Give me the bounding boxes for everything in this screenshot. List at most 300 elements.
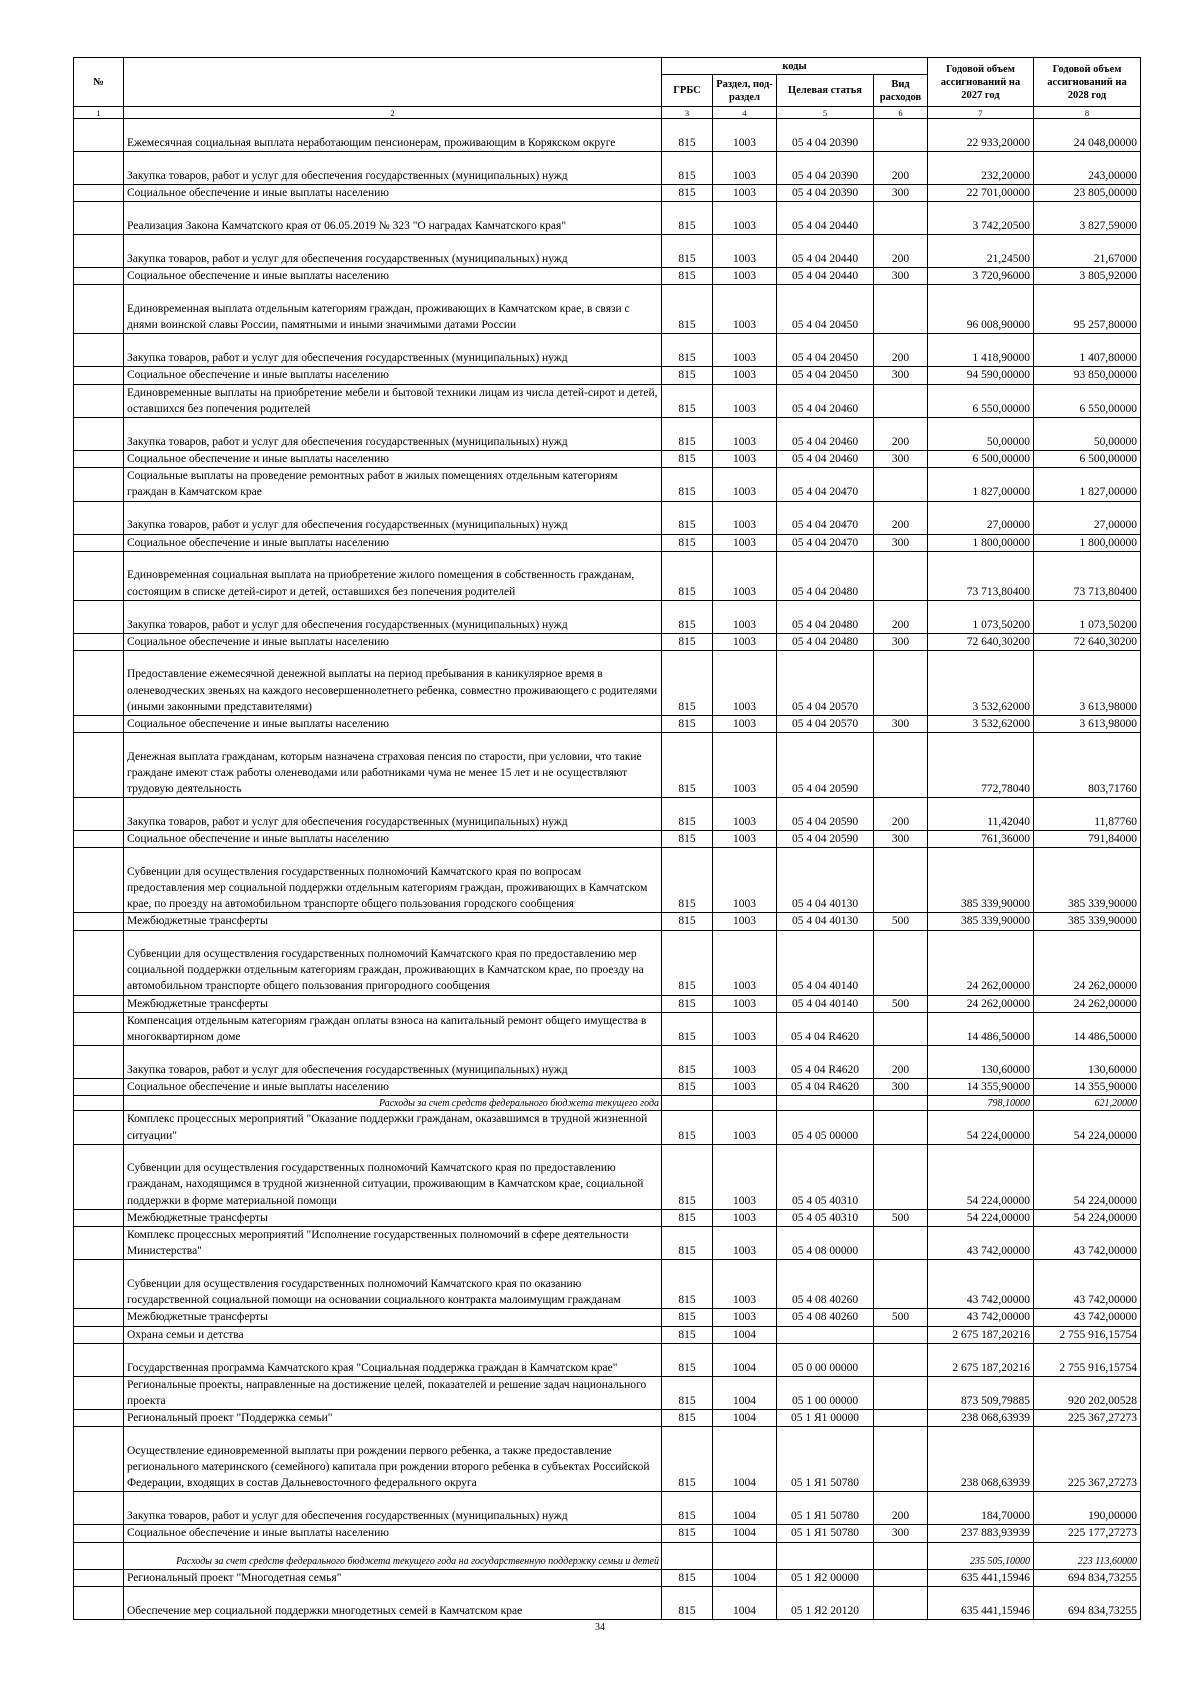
expense-type-cell: 300 (874, 185, 928, 202)
table-row (74, 1525, 1141, 1542)
row-name: Закупка товаров, работ и услуг для обеспечения государственных (муниципальных) нужд (124, 798, 662, 831)
expense-type-cell (874, 733, 928, 798)
target-article-cell: 05 4 05 40310 (777, 1144, 874, 1209)
grbs-cell: 815 (662, 1410, 713, 1427)
amount-2028-cell: 621,20000 (1034, 1096, 1141, 1111)
expense-type-cell (874, 1542, 928, 1569)
col-number: 6 (874, 107, 928, 119)
expense-type-cell: 200 (874, 418, 928, 451)
grbs-cell: 815 (662, 152, 713, 185)
amount-2028-cell: 14 486,50000 (1034, 1012, 1141, 1045)
section-cell: 1003 (713, 202, 777, 235)
amount-2028-cell: 243,00000 (1034, 152, 1141, 185)
row-name: Осуществление единовременной выплаты при рождении первого ребенка, а также предоставление регионального материнского (семейного) капитала при рождении второго ребенка в субъектах Российской Федерации, входящих в состав Дальневосточного федерального округа (124, 1427, 662, 1492)
amount-2028-cell: 3 613,98000 (1034, 651, 1141, 716)
row-name: Закупка товаров, работ и услуг для обеспечения государственных (муниципальных) нужд (124, 1492, 662, 1525)
expense-type-cell (874, 384, 928, 417)
table-row (74, 913, 1141, 930)
target-article-cell (777, 1326, 874, 1343)
header-section: Раздел, под-раздел (713, 75, 777, 107)
row-number-cell (74, 930, 124, 995)
amount-2028-cell: 225 367,27273 (1034, 1410, 1141, 1427)
row-number-cell (74, 1227, 124, 1260)
row-name: Комплекс процессных мероприятий "Исполнение государственных полномочий в сфере деятельности Министерства" (124, 1227, 662, 1260)
target-article-cell: 05 4 04 R4620 (777, 1079, 874, 1096)
amount-2027-cell: 43 742,00000 (928, 1309, 1034, 1326)
section-cell: 1003 (713, 418, 777, 451)
target-article-cell: 05 4 08 40260 (777, 1309, 874, 1326)
grbs-cell: 815 (662, 1427, 713, 1492)
row-number-cell (74, 1046, 124, 1079)
row-name: Единовременная социальная выплата на приобретение жилого помещения в собственность гражданам, состоящим в списке детей-сирот и детей, оставшихся без попечения родителей (124, 551, 662, 600)
grbs-cell: 815 (662, 501, 713, 534)
section-cell: 1003 (713, 600, 777, 633)
target-article-cell: 05 4 04 40130 (777, 848, 874, 913)
target-article-cell: 05 4 04 20480 (777, 551, 874, 600)
page-number: 34 (595, 1622, 605, 1633)
row-name: Социальное обеспечение и иные выплаты населению (124, 633, 662, 650)
amount-2028-cell: 43 742,00000 (1034, 1227, 1141, 1260)
row-number-cell (74, 1012, 124, 1045)
row-name: Единовременные выплаты на приобретение мебели и бытовой техники лицам из числа детей-сирот и детей, оставшихся без попечения родителей (124, 384, 662, 417)
row-number-cell (74, 1569, 124, 1586)
row-number-cell (74, 468, 124, 501)
amount-2028-cell: 1 407,80000 (1034, 334, 1141, 367)
grbs-cell: 815 (662, 1209, 713, 1226)
amount-2027-cell: 798,10000 (928, 1096, 1034, 1111)
table-row (74, 384, 1141, 417)
grbs-cell: 815 (662, 384, 713, 417)
table-row (74, 1586, 1141, 1619)
table-row (74, 1227, 1141, 1260)
table-row (74, 501, 1141, 534)
grbs-cell: 815 (662, 451, 713, 468)
amount-2028-cell: 694 834,73255 (1034, 1586, 1141, 1619)
expense-type-cell (874, 1586, 928, 1619)
target-article-cell: 05 4 04 20460 (777, 451, 874, 468)
expense-type-cell (874, 202, 928, 235)
amount-2027-cell: 43 742,00000 (928, 1227, 1034, 1260)
row-number-cell (74, 1410, 124, 1427)
row-name: Обеспечение мер социальной поддержки многодетных семей в Камчатском крае (124, 1586, 662, 1619)
header-2028: Годовой объем ассигнований на 2028 год (1034, 58, 1141, 107)
row-name: Охрана семьи и детства (124, 1326, 662, 1343)
table-row (74, 334, 1141, 367)
amount-2027-cell: 772,78040 (928, 733, 1034, 798)
section-cell: 1003 (713, 1079, 777, 1096)
row-name: Закупка товаров, работ и услуг для обеспечения государственных (муниципальных) нужд (124, 1046, 662, 1079)
row-number-cell (74, 1111, 124, 1144)
table-row (74, 831, 1141, 848)
amount-2027-cell: 22 933,20000 (928, 119, 1034, 152)
table-row (74, 930, 1141, 995)
row-number-cell (74, 1144, 124, 1209)
amount-2027-cell: 6 550,00000 (928, 384, 1034, 417)
amount-2028-cell: 6 500,00000 (1034, 451, 1141, 468)
target-article-cell (777, 1542, 874, 1569)
row-name: Социальное обеспечение и иные выплаты населению (124, 451, 662, 468)
section-cell: 1003 (713, 384, 777, 417)
amount-2028-cell: 6 550,00000 (1034, 384, 1141, 417)
section-cell: 1003 (713, 501, 777, 534)
table-row (74, 1376, 1141, 1409)
amount-2027-cell: 43 742,00000 (928, 1260, 1034, 1309)
amount-2027-cell: 2 675 187,20216 (928, 1343, 1034, 1376)
amount-2028-cell: 803,71760 (1034, 733, 1141, 798)
row-number-cell (74, 1079, 124, 1096)
section-cell: 1003 (713, 334, 777, 367)
row-name: Единовременная выплата отдельным категориям граждан, проживающих в Камчатском крае, в связи с днями воинской славы России, памятными и иными значимыми датами России (124, 285, 662, 334)
expense-type-cell (874, 1144, 928, 1209)
grbs-cell: 815 (662, 418, 713, 451)
row-name: Закупка товаров, работ и услуг для обеспечения государственных (муниципальных) нужд (124, 501, 662, 534)
expense-type-cell (874, 119, 928, 152)
row-number-cell (74, 285, 124, 334)
row-number-cell (74, 418, 124, 451)
expense-type-cell: 200 (874, 235, 928, 268)
table-row (74, 1326, 1141, 1343)
row-name: Социальное обеспечение и иные выплаты населению (124, 367, 662, 384)
row-number-cell (74, 119, 124, 152)
expense-type-cell: 200 (874, 334, 928, 367)
amount-2028-cell: 2 755 916,15754 (1034, 1326, 1141, 1343)
row-name: Межбюджетные трансферты (124, 995, 662, 1012)
row-name: Государственная программа Камчатского края "Социальная поддержка граждан в Камчатском крае" (124, 1343, 662, 1376)
amount-2028-cell: 223 113,60000 (1034, 1542, 1141, 1569)
target-article-cell: 05 4 04 20450 (777, 285, 874, 334)
expense-type-cell (874, 551, 928, 600)
row-name: Предоставление ежемесячной денежной выплаты на период пребывания в каникулярное время в оленеводческих звеньях на каждого несовершеннолетнего ребенка, совместно проживающего с родителями (иными законными представителями) (124, 651, 662, 716)
amount-2028-cell: 24 262,00000 (1034, 930, 1141, 995)
row-number-cell (74, 1586, 124, 1619)
amount-2027-cell: 238 068,63939 (928, 1427, 1034, 1492)
amount-2027-cell: 235 505,10000 (928, 1542, 1034, 1569)
target-article-cell: 05 4 05 40310 (777, 1209, 874, 1226)
amount-2028-cell: 1 827,00000 (1034, 468, 1141, 501)
expense-type-cell: 300 (874, 367, 928, 384)
row-name: Региональный проект "Многодетная семья" (124, 1569, 662, 1586)
section-cell: 1003 (713, 534, 777, 551)
expense-type-cell: 500 (874, 1309, 928, 1326)
grbs-cell: 815 (662, 268, 713, 285)
table-row (74, 651, 1141, 716)
row-number-cell (74, 1376, 124, 1409)
row-number-cell (74, 534, 124, 551)
target-article-cell: 05 4 04 20590 (777, 798, 874, 831)
row-name: Субвенции для осуществления государственных полномочий Камчатского края по оказанию государственной социальной помощи на основании социального контракта малоимущим гражданам (124, 1260, 662, 1309)
section-cell: 1003 (713, 551, 777, 600)
row-number-cell (74, 367, 124, 384)
expense-type-cell (874, 848, 928, 913)
row-number-cell (74, 185, 124, 202)
target-article-cell: 05 4 04 20590 (777, 733, 874, 798)
target-article-cell: 05 4 04 20570 (777, 716, 874, 733)
row-number-cell (74, 848, 124, 913)
row-number-cell (74, 1096, 124, 1111)
table-row (74, 1427, 1141, 1492)
header-grbs: ГРБС (662, 75, 713, 107)
amount-2027-cell: 27,00000 (928, 501, 1034, 534)
table-row (74, 367, 1141, 384)
section-cell: 1004 (713, 1410, 777, 1427)
amount-2027-cell: 54 224,00000 (928, 1111, 1034, 1144)
row-number-cell (74, 1542, 124, 1569)
col-number: 2 (124, 107, 662, 119)
amount-2028-cell: 11,87760 (1034, 798, 1141, 831)
table-row (74, 152, 1141, 185)
target-article-cell: 05 4 04 R4620 (777, 1046, 874, 1079)
row-name: Субвенции для осуществления государственных полномочий Камчатского края по предоставлению гражданам, находящимся в трудной жизненной ситуации, проживающим в Камчатском крае, социальной поддержки в форме материальной помощи (124, 1144, 662, 1209)
amount-2027-cell: 14 355,90000 (928, 1079, 1034, 1096)
amount-2028-cell: 385 339,90000 (1034, 848, 1141, 913)
amount-2028-cell: 54 224,00000 (1034, 1111, 1141, 1144)
table-row (74, 1111, 1141, 1144)
table-row (74, 451, 1141, 468)
row-number-cell (74, 913, 124, 930)
amount-2027-cell: 1 073,50200 (928, 600, 1034, 633)
amount-2028-cell: 54 224,00000 (1034, 1144, 1141, 1209)
target-article-cell: 05 1 Я1 50780 (777, 1427, 874, 1492)
section-cell: 1003 (713, 1111, 777, 1144)
section-cell: 1004 (713, 1525, 777, 1542)
section-cell: 1004 (713, 1376, 777, 1409)
col-number: 5 (777, 107, 874, 119)
section-cell: 1003 (713, 1012, 777, 1045)
expense-type-cell: 300 (874, 451, 928, 468)
grbs-cell: 815 (662, 600, 713, 633)
amount-2028-cell: 225 367,27273 (1034, 1427, 1141, 1492)
expense-type-cell: 300 (874, 268, 928, 285)
row-name: Комплекс процессных мероприятий "Оказание поддержки гражданам, оказавшимся в трудной жизненной ситуации" (124, 1111, 662, 1144)
target-article-cell: 05 0 00 00000 (777, 1343, 874, 1376)
grbs-cell: 815 (662, 1046, 713, 1079)
section-cell: 1003 (713, 831, 777, 848)
row-number-cell (74, 733, 124, 798)
grbs-cell (662, 1542, 713, 1569)
section-cell: 1003 (713, 1309, 777, 1326)
row-number-cell (74, 600, 124, 633)
section-cell: 1003 (713, 367, 777, 384)
amount-2027-cell: 2 675 187,20216 (928, 1326, 1034, 1343)
amount-2027-cell: 11,42040 (928, 798, 1034, 831)
grbs-cell: 815 (662, 633, 713, 650)
table-row (74, 716, 1141, 733)
expense-type-cell (874, 1012, 928, 1045)
header-target: Целевая статья (777, 75, 874, 107)
target-article-cell: 05 1 Я2 20120 (777, 1586, 874, 1619)
table-row (74, 268, 1141, 285)
row-name: Закупка товаров, работ и услуг для обеспечения государственных (муниципальных) нужд (124, 235, 662, 268)
grbs-cell: 815 (662, 185, 713, 202)
grbs-cell: 815 (662, 1492, 713, 1525)
amount-2028-cell: 694 834,73255 (1034, 1569, 1141, 1586)
section-cell: 1003 (713, 1209, 777, 1226)
section-cell: 1003 (713, 798, 777, 831)
header-expense-type: Вид расходов (874, 75, 928, 107)
section-cell: 1003 (713, 285, 777, 334)
grbs-cell: 815 (662, 1569, 713, 1586)
amount-2027-cell: 54 224,00000 (928, 1144, 1034, 1209)
target-article-cell: 05 4 04 20570 (777, 651, 874, 716)
section-cell: 1003 (713, 1144, 777, 1209)
expense-type-cell: 200 (874, 1492, 928, 1525)
row-name: Социальное обеспечение и иные выплаты населению (124, 716, 662, 733)
amount-2027-cell: 873 509,79885 (928, 1376, 1034, 1409)
section-cell: 1003 (713, 633, 777, 650)
grbs-cell: 815 (662, 285, 713, 334)
grbs-cell: 815 (662, 1586, 713, 1619)
row-name: Социальные выплаты на проведение ремонтных работ в жилых помещениях отдельным категориям граждан в Камчатском крае (124, 468, 662, 501)
table-row (74, 185, 1141, 202)
amount-2028-cell: 43 742,00000 (1034, 1260, 1141, 1309)
amount-2027-cell: 54 224,00000 (928, 1209, 1034, 1226)
amount-2027-cell: 96 008,90000 (928, 285, 1034, 334)
amount-2028-cell: 920 202,00528 (1034, 1376, 1141, 1409)
amount-2028-cell: 72 640,30200 (1034, 633, 1141, 650)
amount-2028-cell: 1 800,00000 (1034, 534, 1141, 551)
target-article-cell: 05 4 04 20590 (777, 831, 874, 848)
table-row (74, 1209, 1141, 1226)
section-cell: 1003 (713, 733, 777, 798)
row-number-cell (74, 152, 124, 185)
row-number-cell (74, 451, 124, 468)
target-article-cell: 05 4 04 20450 (777, 367, 874, 384)
col-number: 4 (713, 107, 777, 119)
section-cell: 1003 (713, 119, 777, 152)
grbs-cell: 815 (662, 913, 713, 930)
section-cell (713, 1542, 777, 1569)
amount-2028-cell: 190,00000 (1034, 1492, 1141, 1525)
section-cell: 1004 (713, 1569, 777, 1586)
section-cell: 1003 (713, 268, 777, 285)
target-article-cell: 05 4 04 20440 (777, 268, 874, 285)
section-cell (713, 1096, 777, 1111)
expense-type-cell: 200 (874, 1046, 928, 1079)
column-numbers-row (74, 107, 1141, 119)
grbs-cell: 815 (662, 468, 713, 501)
amount-2027-cell: 232,20000 (928, 152, 1034, 185)
grbs-cell: 815 (662, 716, 713, 733)
table-row (74, 1046, 1141, 1079)
target-article-cell: 05 1 Я2 00000 (777, 1569, 874, 1586)
target-article-cell: 05 4 04 20390 (777, 185, 874, 202)
table-row (74, 418, 1141, 451)
row-number-cell (74, 1260, 124, 1309)
row-name: Региональные проекты, направленные на достижение целей, показателей и решение задач национального проекта (124, 1376, 662, 1409)
expense-type-cell: 300 (874, 1525, 928, 1542)
amount-2027-cell: 385 339,90000 (928, 913, 1034, 930)
amount-2027-cell: 1 418,90000 (928, 334, 1034, 367)
grbs-cell: 815 (662, 367, 713, 384)
amount-2028-cell: 2 755 916,15754 (1034, 1343, 1141, 1376)
table-row (74, 1144, 1141, 1209)
grbs-cell: 815 (662, 1012, 713, 1045)
expense-type-cell: 300 (874, 831, 928, 848)
section-cell: 1003 (713, 1227, 777, 1260)
amount-2028-cell: 385 339,90000 (1034, 913, 1141, 930)
row-name: Субвенции для осуществления государственных полномочий Камчатского края по вопросам предоставления мер социальной поддержки отдельным категориям граждан, проживающих в Камчатском крае, по проезду на автомобильном транспорте общего пользования городского сообщения (124, 848, 662, 913)
table-row (74, 633, 1141, 650)
amount-2028-cell: 14 355,90000 (1034, 1079, 1141, 1096)
note-row (74, 1096, 1141, 1111)
amount-2027-cell: 6 500,00000 (928, 451, 1034, 468)
row-name: Межбюджетные трансферты (124, 913, 662, 930)
row-name: Региональный проект "Поддержка семьи" (124, 1410, 662, 1427)
row-name: Закупка товаров, работ и услуг для обеспечения государственных (муниципальных) нужд (124, 418, 662, 451)
target-article-cell: 05 4 04 20480 (777, 633, 874, 650)
row-name: Социальное обеспечение и иные выплаты населению (124, 534, 662, 551)
expense-type-cell (874, 1343, 928, 1376)
target-article-cell: 05 4 08 40260 (777, 1260, 874, 1309)
section-cell: 1003 (713, 995, 777, 1012)
expense-type-cell (874, 1111, 928, 1144)
row-number-cell (74, 1492, 124, 1525)
expense-type-cell (874, 1410, 928, 1427)
grbs-cell (662, 1096, 713, 1111)
amount-2027-cell: 73 713,80400 (928, 551, 1034, 600)
amount-2027-cell: 1 827,00000 (928, 468, 1034, 501)
target-article-cell: 05 4 04 40140 (777, 995, 874, 1012)
amount-2028-cell: 3 613,98000 (1034, 716, 1141, 733)
section-cell: 1003 (713, 235, 777, 268)
header-2027: Годовой объем ассигнований на 2027 год (928, 58, 1034, 107)
row-name: Закупка товаров, работ и услуг для обеспечения государственных (муниципальных) нужд (124, 600, 662, 633)
grbs-cell: 815 (662, 1309, 713, 1326)
header-number: № (74, 58, 124, 107)
target-article-cell: 05 1 Я1 50780 (777, 1492, 874, 1525)
section-cell: 1003 (713, 1046, 777, 1079)
note-text: Расходы за счет средств федерального бюджета текущего года (124, 1096, 662, 1111)
table-row (74, 285, 1141, 334)
table-row (74, 1012, 1141, 1045)
expense-type-cell: 500 (874, 1209, 928, 1226)
table-row (74, 534, 1141, 551)
expense-type-cell (874, 1427, 928, 1492)
target-article-cell: 05 4 08 00000 (777, 1227, 874, 1260)
amount-2027-cell: 130,60000 (928, 1046, 1034, 1079)
amount-2028-cell: 54 224,00000 (1034, 1209, 1141, 1226)
amount-2028-cell: 50,00000 (1034, 418, 1141, 451)
amount-2027-cell: 385 339,90000 (928, 848, 1034, 913)
section-cell: 1003 (713, 848, 777, 913)
grbs-cell: 815 (662, 534, 713, 551)
expense-type-cell (874, 651, 928, 716)
grbs-cell: 815 (662, 1144, 713, 1209)
expense-type-cell (874, 1096, 928, 1111)
amount-2027-cell: 3 742,20500 (928, 202, 1034, 235)
amount-2027-cell: 761,36000 (928, 831, 1034, 848)
table-row (74, 119, 1141, 152)
amount-2028-cell: 95 257,80000 (1034, 285, 1141, 334)
section-cell: 1003 (713, 930, 777, 995)
row-name: Социальное обеспечение и иные выплаты населению (124, 1525, 662, 1542)
row-name: Межбюджетные трансферты (124, 1209, 662, 1226)
target-article-cell: 05 4 04 40130 (777, 913, 874, 930)
row-number-cell (74, 235, 124, 268)
expense-type-cell: 300 (874, 1079, 928, 1096)
row-number-cell (74, 501, 124, 534)
table-row (74, 798, 1141, 831)
grbs-cell: 815 (662, 1079, 713, 1096)
row-number-cell (74, 1309, 124, 1326)
row-number-cell (74, 633, 124, 650)
row-name: Субвенции для осуществления государственных полномочий Камчатского края по предоставлению мер социальной поддержки отдельным категориям граждан, проживающих в Камчатском крае, по проезду на автомобильном транспорте общего пользования пригородного сообщения (124, 930, 662, 995)
amount-2028-cell: 1 073,50200 (1034, 600, 1141, 633)
table-row (74, 1260, 1141, 1309)
target-article-cell: 05 4 04 40140 (777, 930, 874, 995)
row-number-cell (74, 334, 124, 367)
row-name: Компенсация отдельным категориям граждан оплаты взноса на капитальный ремонт общего имущества в многоквартирном доме (124, 1012, 662, 1045)
